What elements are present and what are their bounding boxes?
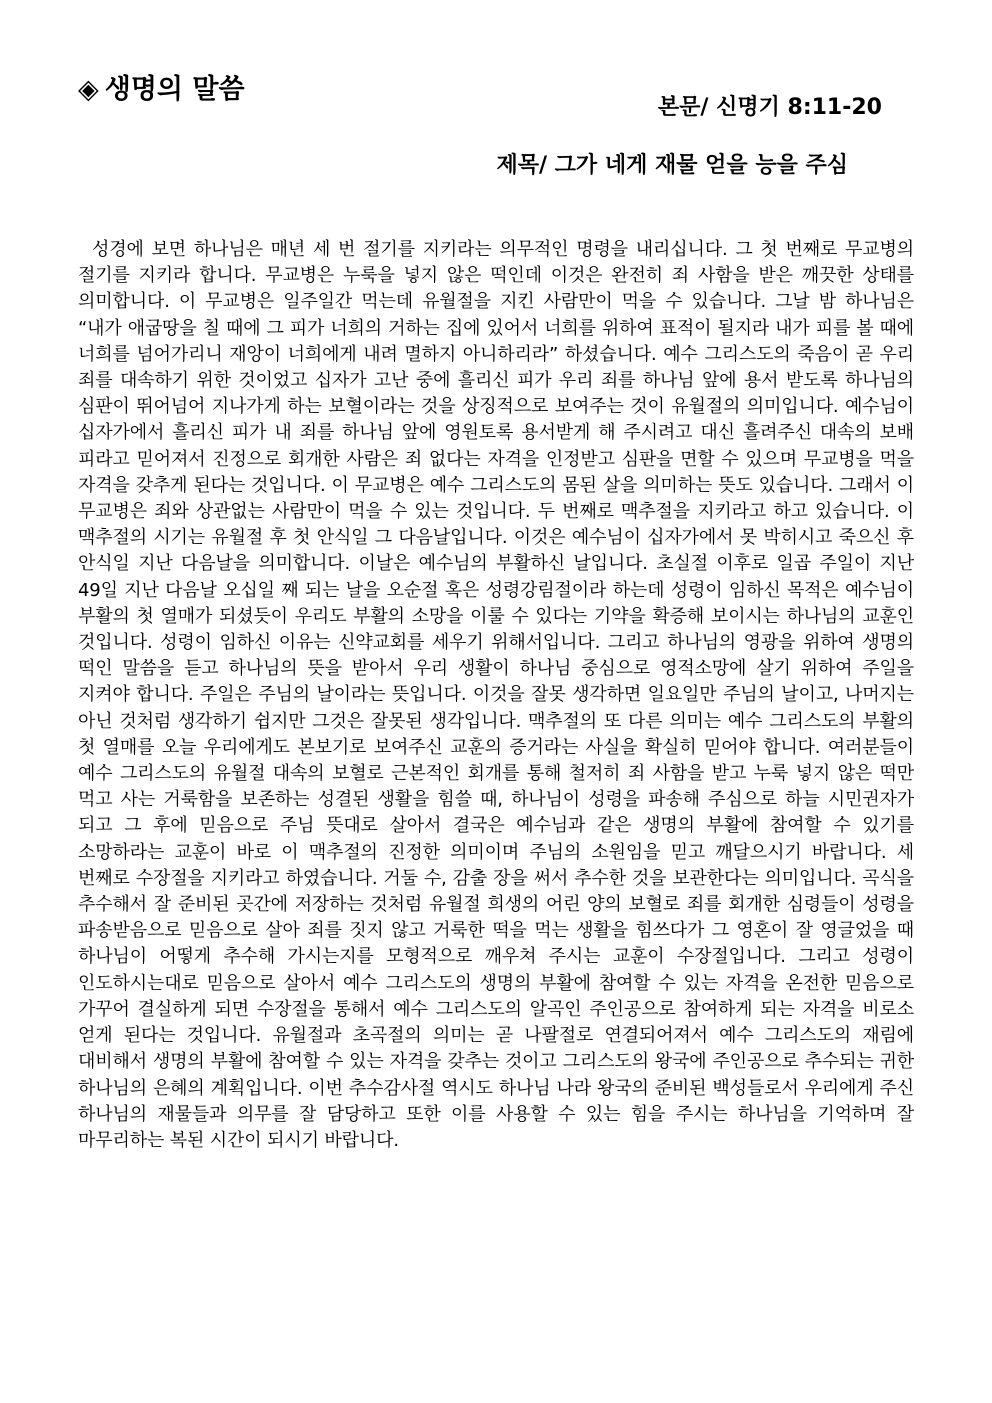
sermon-title: 제목/ 그가 네게 재물 얻을 능을 주심 <box>496 153 848 178</box>
page-header <box>78 70 245 110</box>
scripture-reference: 본문/ 신명기 8:11-20 <box>657 95 882 120</box>
page-title: 생명의 말씀 <box>104 74 245 105</box>
diamond-in-diamond-icon: ◈ <box>78 74 99 105</box>
sermon-body: 성경에 보면 하나님은 매년 세 번 절기를 지키라는 의무적인 명령을 내리십니다. 그 첫 번째로 무교병의 절기를 지키라 합니다. 무교병은 누룩을 넣지 않은 떡인데 이것은 완전히 죄 사함을 받은 깨끗한 상태를 의미합니다. 이 무교병은 일주일간 먹는데 유월절을 지킨 사람만이 먹을 수 있습니다. 그날 밤 하나님은 “내가 애굽땅을 칠 때에 그 피가 너희의 거하는 집에 있어서 너희를 위하여 표적이 될지라 내가 피를 볼 때에 너희를 넘어가리니 재앙이 너희에게 내려 멸하지 아니하리라” 하셨습니다. 예수 그리스도의 죽음이 곧 우리 죄를 대속하기 위한 것이었고 십자가 고난 중에 흘리신 피가 우리 죄를 하나님 앞에 용서 받도록 하나님의 심판이 뛰어넘어 지나가게 하는 보혈이라는 것을 상징적으로 보여주는 것이 유월절의 의미입니다. 예수님이 십자가에서 흘리신 피가 내 죄를 하나님 앞에 영원토록 용서받게 해 주시려고 대신 흘려주신 대속의 보배 피라고 믿어져서 진정으로 회개한 사람은 죄 없다는 자격을 인정받고 심판을 면할 수 있으며 무교병을 먹을 자격을 갖추게 된다는 것입니다. 이 무교병은 예수 그리스도의 몸된 살을 의미하는 뜻도 있습니다. 그래서 이 무교병은 죄와 상관없는 사람만이 먹을 수 있는 것입니다. 두 번째로 맥추절을 지키라고 하고 있습니다. 이 맥추절의 시기는 유월절 후 첫 안식일 그 다음날입니다. 이것은 예수님이 십자가에서 못 박히시고 죽으신 후 안식일 지난 다음날을 의미합니다. 이날은 예수님의 부활하신 날입니다. 초실절 이후로 일곱 주일이 지난 49일 지난 다음날 오십일 째 되는 날을 오순절 혹은 성령강림절이라 하는데 성령이 임하신 목적은 예수님이 부활의 첫 열매가 되셨듯이 우리도 부활의 소망을 이룰 수 있다는 기약을 확증해 보이시는 하나님의 교훈인 것입니다. 성령이 임하신 이유는 신약교회를 세우기 위해서입니다. 그리고 하나님의 영광을 위하여 생명의 떡인 말씀을 듣고 하나님의 뜻을 받아서 우리 생활이 하나님 중심으로 영적소망에 살기 위하여 주일을 지켜야 합니다. 주일은 주님의 날이라는 뜻입니다. 이것을 잘못 생각하면 일요일만 주님의 날이고, 나머지는 아닌 것처럼 생각하기 쉽지만 그것은 잘못된 생각입니다. 맥추절의 또 다른 의미는 예수 그리스도의 부활의 첫 열매를 오늘 우리에게도 본보기로 보여주신 교훈의 증거라는 사실을 확실히 믿어야 합니다. 여러분들이 예수 그리스도의 유월절 대속의 보혈로 근본적인 회개를 통해 철저히 죄 사함을 받고 누룩 넣지 않은 떡만 먹고 사는 거룩함을 보존하는 성결된 생활을 힘쓸 때, 하나님이 성령을 파송해 주심으로 하늘 시민권자가 되고 그 후에 믿음으로 주님 뜻대로 살아서 결국은 예수님과 같은 생명의 부활에 참여할 수 있기를 소망하라는 교훈이 바로 이 맥추절의 진정한 의미이며 주님의 소원임을 믿고 깨달으시기 바랍니다. 세 번째로 수장절을 지키라고 하였습니다. 거둘 수, 감출 장을 써서 추수한 것을 보관한다는 의미입니다. 곡식을 추수해서 잘 준비된 곳간에 저장하는 것처럼 유월절 희생의 어린 양의 보혈로 죄를 회개한 심령들이 성령을 파송받음으로 믿음으로 살아 죄를 짓지 않고 거룩한 떡을 먹는 생활을 힘쓰다가 그 영혼이 잘 영글었을 때 하나님이 어떻게 추수해 가시는지를 모형적으로 깨우쳐 주시는 교훈이 수장절입니다. 그리고 성령이 인도하시는대로 믿음으로 살아서 예수 그리스도의 생명의 부활에 참여할 수 있는 자격을 온전한 믿음으로 가꾸어 결실하게 되면 수장절을 통해서 예수 그리스도의 알곡인 주인공으로 참여하게 되는 자격을 비로소 얻게 된다는 것입니다. 유월절과 초곡절의 의미는 곧 나팔절로 연결되어져서 예수 그리스도의 재림에 대비해서 생명의 부활에 참여할 수 있는 자격을 갖추는 것이고 그리스도의 왕국에 주인공으로 추수되는 귀한 하나님의 은혜의 계획입니다. 이번 추수감사절 역시도 하나님 나라 왕국의 준비된 백성들로서 우리에게 주신 하나님의 재물들과 의무를 잘 담당하고 또한 이를 사용할 수 있는 힘을 주시는 하나님을 기억하며 잘 마무리하는 복된 시간이 되시기 바랍니다. <box>78 239 914 1151</box>
